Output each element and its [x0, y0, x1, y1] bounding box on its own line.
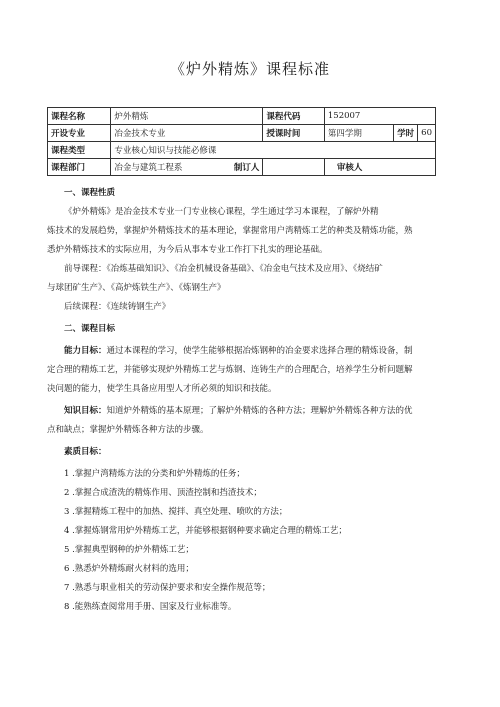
- reviewer-label: 审核人: [324, 159, 435, 176]
- paragraph-line: [47, 342, 457, 361]
- list-item: 3 .掌握精炼工程中的加热、搅拌、真空处理、喷吹的方法；: [64, 507, 288, 517]
- list-item: 2 .掌握合成渣洗的精炼作用、顶渣控制和挡渣技术；: [64, 488, 262, 498]
- knowledge-label: 知识目标：: [64, 406, 107, 416]
- list-item: 5 .掌握典型钢种的炉外精炼工艺；: [64, 545, 194, 555]
- table-row: [48, 108, 436, 125]
- paragraph-line: 前导课程：《冶炼基础知识》、《冶金机械设备基础》、《冶金电气技术及应用》、《烧结矿: [64, 264, 383, 274]
- paragraph-line: [47, 402, 457, 421]
- hours-label: 学时: [394, 125, 418, 142]
- paragraph-line: 点和缺点；掌握炉外精炼各种方法的步骤。: [47, 425, 209, 435]
- course-name-value: 炉外精炼: [111, 108, 263, 125]
- table-row: [48, 142, 436, 159]
- time-label: 授课时间: [263, 125, 324, 142]
- course-code-value: 152007: [324, 108, 435, 125]
- list-item: 7 .熟悉与职业相关的劳动保护要求和安全操作规范等；: [64, 583, 271, 593]
- major-label: 开设专业: [48, 125, 111, 142]
- paragraph-line: 《炉外精炼》是冶金技术专业一门专业核心课程，学生通过学习本课程，了解炉外精: [64, 207, 379, 217]
- paragraph-line: 悉炉外精炼技术的实际应用，为今后从事本专业工作打下扎实的理论基础。: [47, 245, 328, 255]
- time-value: 第四学期: [324, 125, 393, 142]
- section-heading: 一、课程性质: [64, 188, 116, 198]
- author-label: 制订人: [233, 163, 260, 173]
- section-heading: 二、课程目标: [64, 324, 116, 334]
- knowledge-text: 知道炉外精炼的基本原理；了解炉外精炼的各种方法；理解炉外精炼各种方法的优: [106, 406, 413, 416]
- dept-text: 冶金与建筑工程系: [114, 163, 183, 173]
- table-row: [48, 159, 436, 176]
- list-item: 4 .掌握炼钢常用炉外精炼工艺，并能够根据钢种要求确定合理的精炼工艺；: [64, 526, 347, 536]
- course-code-label: 课程代码: [263, 108, 324, 125]
- ability-label: 能力目标：: [64, 346, 107, 356]
- page-title: 《炉外精炼》课程标准: [169, 60, 330, 78]
- list-item: 8 .能熟练查阅常用手册、国家及行业标准等。: [64, 602, 237, 612]
- list-item: 6 .熟悉炉外精炼耐火材料的选用；: [64, 564, 194, 574]
- quality-label: 素质目标：: [64, 447, 107, 457]
- course-info-table: [47, 107, 436, 176]
- paragraph-line: 决问题的能力，使学生具备应用型人才所必须的知识和技能。: [47, 384, 277, 394]
- author-value: [263, 159, 324, 176]
- course-name-label: 课程名称: [48, 108, 111, 125]
- paragraph-line: 炼技术的发展趋势，掌握炉外精炼技术的基本理论，掌握常用户湾精炼工艺的种类及精炼功能，熟: [47, 226, 413, 236]
- hours-value: 60: [418, 125, 436, 142]
- list-item: 1 .掌握户湾精炼方法的分类和炉外精炼的任务；: [64, 469, 245, 479]
- type-value: 专业核心知识与技能必修课: [111, 142, 436, 159]
- dept-label: 课程部门: [48, 159, 111, 176]
- dept-value: [111, 159, 263, 176]
- paragraph-line: 定合理的精炼工艺，并能够实现炉外精炼工艺与炼钢、连铸生产的合理配合，培养学生分析问题解: [47, 365, 413, 375]
- paragraph-line: 后续课程：《连续铸钢生产》: [64, 302, 171, 312]
- paragraph-line: 与球团矿生产》、《高炉炼铁生产》、《炼钢生产》: [47, 283, 226, 293]
- document-body: [47, 184, 457, 617]
- type-label: 课程类型: [48, 142, 111, 159]
- ability-text: 通过本课程的学习，使学生能够根据冶炼钢种的冶金要求选择合理的精炼设备，制: [106, 346, 413, 356]
- major-value: 冶金技术专业: [111, 125, 263, 142]
- table-row: [48, 125, 436, 142]
